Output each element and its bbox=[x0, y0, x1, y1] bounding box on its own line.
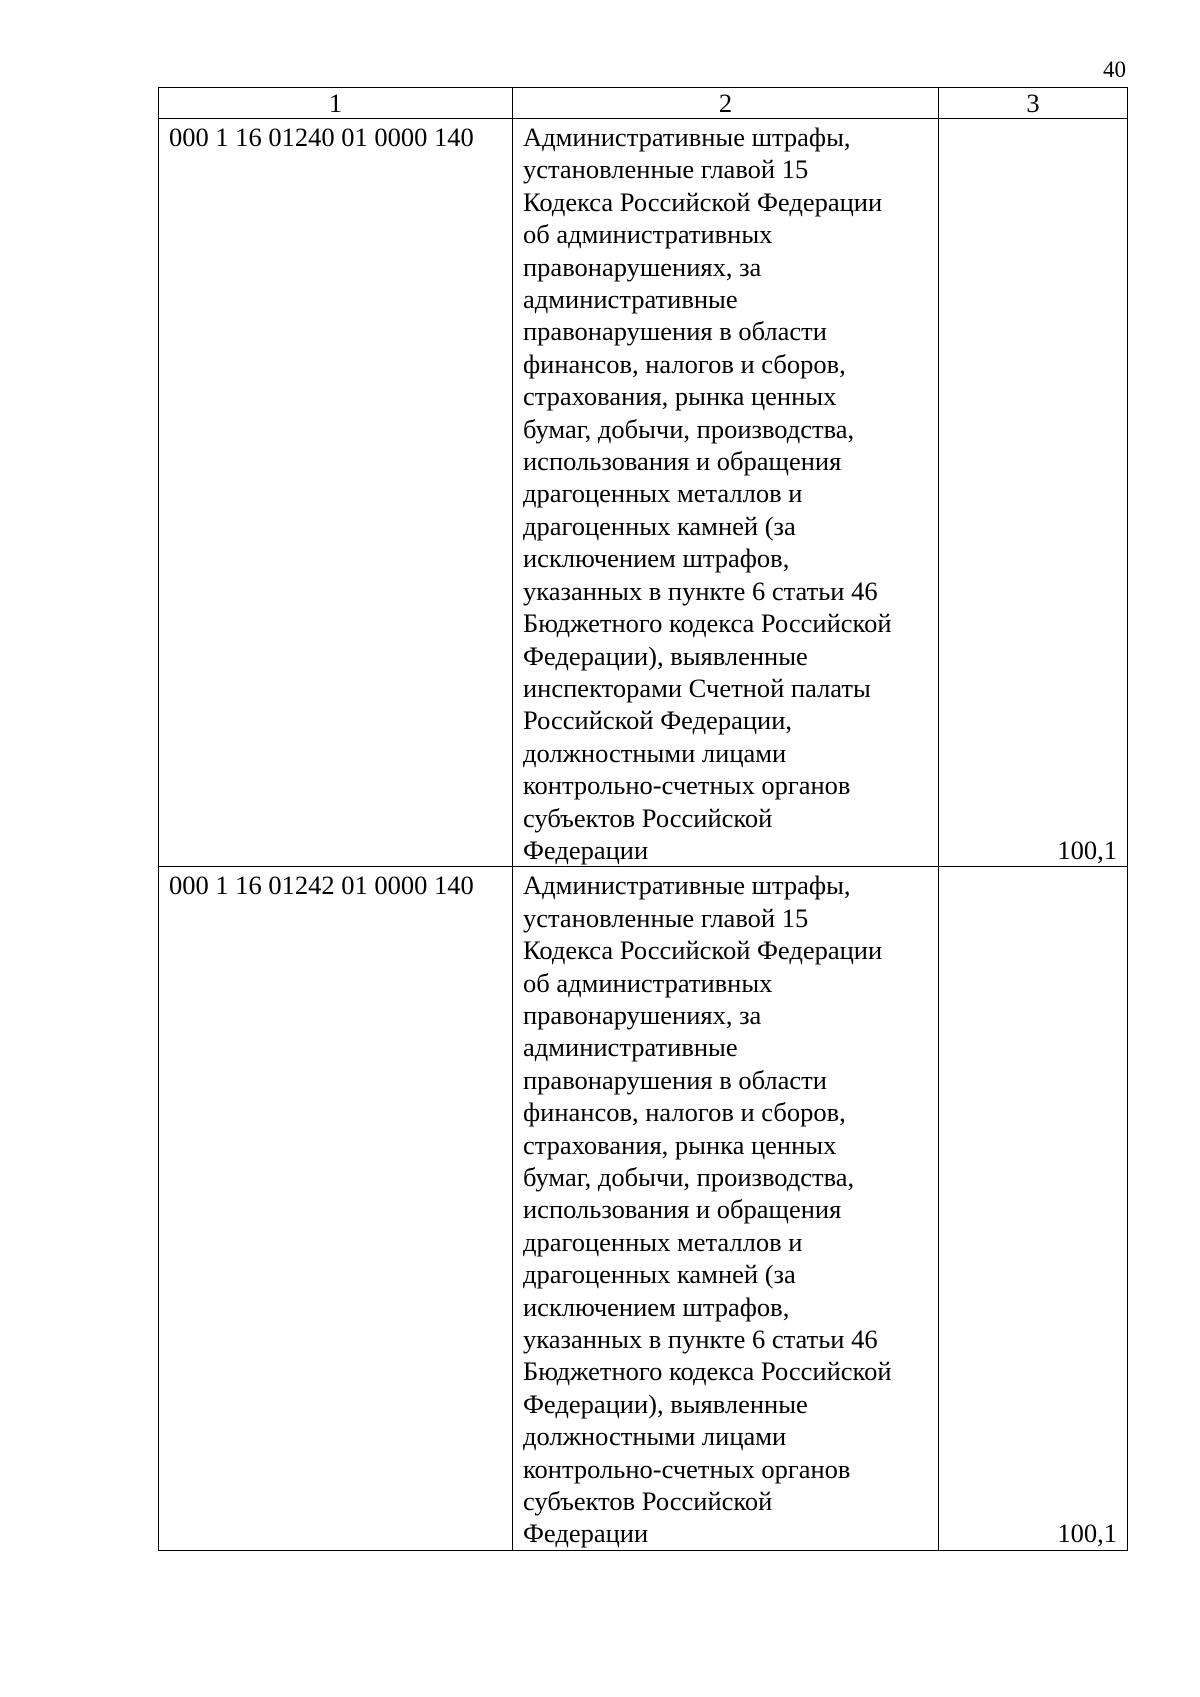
description-line: драгоценных металлов и bbox=[523, 1226, 803, 1257]
description-line: Кодекса Российской Федерации bbox=[523, 935, 883, 966]
row-description bbox=[513, 119, 939, 867]
description-line: финансов, налогов и сборов, bbox=[523, 348, 846, 379]
description-line: страхования, рынка ценных bbox=[523, 381, 837, 412]
description-line: инспекторами Счетной палаты bbox=[523, 672, 871, 703]
description-line: страхования, рынка ценных bbox=[523, 1129, 837, 1160]
description-line: исключением штрафов, bbox=[523, 543, 790, 574]
description-line: Бюджетного кодекса Российской bbox=[523, 1356, 892, 1387]
description-line: установленные главой 15 bbox=[523, 902, 809, 933]
description-line: Бюджетного кодекса Российской bbox=[523, 608, 892, 639]
description-line: правонарушения в области bbox=[523, 1064, 827, 1095]
budget-table bbox=[158, 87, 1128, 1551]
description-line: Административные штрафы, bbox=[523, 870, 851, 901]
description-line: финансов, налогов и сборов, bbox=[523, 1097, 846, 1128]
description-line: исключением штрафов, bbox=[523, 1291, 790, 1322]
description-line: контрольно-счетных органов bbox=[523, 1453, 851, 1484]
description-line: Федерации), выявленные bbox=[523, 640, 808, 671]
description-line: бумаг, добычи, производства, bbox=[523, 1162, 855, 1192]
description-line: об административных bbox=[523, 967, 773, 998]
row-amount: 100,1 bbox=[939, 867, 1128, 1551]
budget-code: 000 1 16 01240 01 0000 140 bbox=[159, 119, 513, 867]
description-line: Кодекса Российской Федерации bbox=[523, 186, 883, 217]
description-line: об административных bbox=[523, 219, 773, 250]
description-line: должностными лицами bbox=[523, 737, 787, 768]
description-line: драгоценных камней (за bbox=[523, 510, 796, 541]
description-line: административные bbox=[523, 284, 738, 315]
column-header-2: 2 bbox=[513, 88, 939, 119]
description-line: Административные штрафы, bbox=[523, 122, 851, 152]
description-line: бумаг, добычи, производства, bbox=[523, 413, 855, 444]
description-line: правонарушениях, за bbox=[523, 999, 762, 1030]
description-line: Федерации bbox=[523, 834, 649, 865]
description-line: контрольно-счетных органов bbox=[523, 770, 851, 801]
column-header-1: 1 bbox=[159, 88, 513, 119]
description-line: Федерации bbox=[523, 1518, 649, 1549]
description-line: административные bbox=[523, 1032, 738, 1063]
description-line: должностными лицами bbox=[523, 1421, 787, 1452]
column-header-3: 3 bbox=[939, 88, 1128, 119]
description-line: правонарушения в области bbox=[523, 316, 827, 347]
description-line: использования и обращения bbox=[523, 1194, 842, 1225]
description-line: Российской Федерации, bbox=[523, 705, 792, 736]
table-header-row bbox=[159, 88, 1128, 119]
description-line: субъектов Российской bbox=[523, 802, 773, 833]
description-line: драгоценных камней (за bbox=[523, 1259, 796, 1290]
description-line: драгоценных металлов и bbox=[523, 478, 803, 509]
description-line: установленные главой 15 bbox=[523, 154, 809, 185]
description-line: Федерации), выявленные bbox=[523, 1388, 808, 1419]
description-line: правонарушениях, за bbox=[523, 251, 762, 282]
row-amount: 100,1 bbox=[939, 119, 1128, 867]
row-description bbox=[513, 867, 939, 1551]
description-line: субъектов Российской bbox=[523, 1486, 773, 1517]
description-line: использования и обращения bbox=[523, 446, 842, 477]
table-row bbox=[159, 119, 1128, 867]
budget-code: 000 1 16 01242 01 0000 140 bbox=[159, 867, 513, 1551]
description-line: указанных в пункте 6 статьи 46 bbox=[523, 1324, 878, 1355]
table-row bbox=[159, 867, 1128, 1551]
page-number: 40 bbox=[1103, 57, 1126, 82]
description-line: указанных в пункте 6 статьи 46 bbox=[523, 575, 878, 606]
